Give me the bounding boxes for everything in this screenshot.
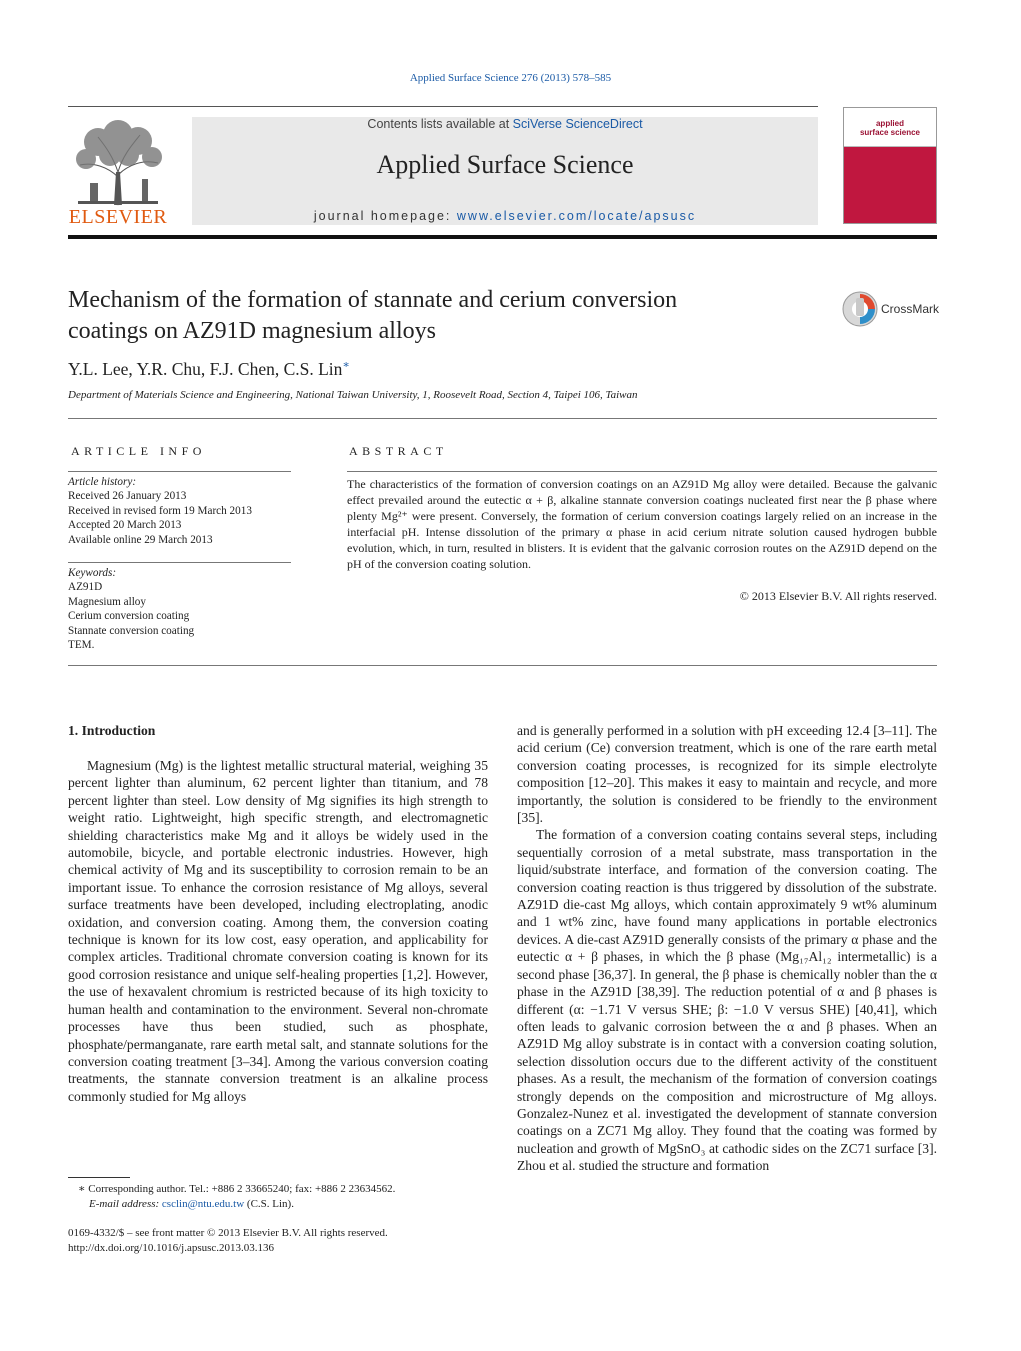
corresponding-author-mark[interactable]: ∗ (342, 359, 350, 371)
contents-prefix: Contents lists available at (367, 117, 513, 131)
keywords (68, 566, 291, 652)
authors-text: Y.L. Lee, Y.R. Chu, F.J. Chen, C.S. Lin (68, 358, 343, 379)
keyword-item: Magnesium alloy (68, 595, 146, 608)
left-column (68, 757, 488, 1105)
article-history (68, 475, 291, 547)
footnote-rule (68, 1177, 130, 1178)
abstract-copyright: © 2013 Elsevier B.V. All rights reserved. (739, 589, 937, 603)
issn-line: 0169-4332/$ – see front matter © 2013 Elsevier B.V. All rights reserved. (68, 1227, 388, 1239)
keyword-item: AZ91D (68, 581, 103, 594)
cover-title (844, 119, 936, 137)
contents-line (192, 117, 818, 131)
abstract-heading: ABSTRACT (349, 444, 448, 458)
abstract-rule (347, 471, 937, 472)
doi-link[interactable]: http://dx.doi.org/10.1016/j.apsusc.2013.03.136 (68, 1242, 275, 1254)
header-bottom-rule (68, 235, 937, 239)
journal-title: Applied Surface Science (376, 150, 634, 179)
homepage-prefix: journal homepage: (313, 209, 457, 223)
section-heading-introduction: 1. Introduction (68, 723, 156, 738)
keyword-item: TEM. (68, 639, 95, 652)
journal-homepage (192, 209, 818, 223)
history-label: Article history: (68, 476, 137, 488)
history-online: Available online 29 March 2013 (68, 533, 213, 546)
abstract-text: The characteristics of the formation of conversion coatings on an AZ91D Mg alloy were detailed. Because the galvanic effect prevailed around the eutectic α + β, alkaline stannate conversion coatings nucleated first near the β phase where plenty Mg²⁺ were present. Conversely, the formation of cerium conversion coatings largely relied on an increase in the interfacial pH. Intense dissolution of the primary α phase in acid cerium nitrate solution caused hydrogen bubble evolution, which, in turn, resulted in blisters. It is evident that the galvanic corrosion routes on the AZ91D depend on the pH of the conversion coating solution. (347, 477, 937, 571)
keyword-item: Cerium conversion coating (68, 610, 190, 623)
affiliation: Department of Materials Science and Engineering, National Taiwan University, 1, Roosevelt Road, Section 4, Taipei 106, Taiwan (68, 389, 638, 401)
email-suffix: (C.S. Lin). (244, 1198, 294, 1210)
article-info-heading: ARTICLE INFO (71, 444, 206, 458)
intro-paragraph-2: and is generally performed in a solution with pH exceeding 12.4 [3–11]. The acid cerium (Ce) conversion treatment, which is one of the rare earth metal conversion coating processes, is recognized for its simple electrolyte composition [12–20]. This makes it easy to maintain and recycle, and more importantly, the solution is considered to be friendly to the environment [35]. (517, 723, 937, 826)
cover-title-line2: surface science (859, 128, 921, 137)
right-column (517, 722, 937, 1175)
keyword-item: Stannate conversion coating (68, 624, 195, 637)
history-received: Received 26 January 2013 (68, 490, 187, 503)
author-list (68, 358, 350, 380)
crossmark-label[interactable]: CrossMark (881, 302, 940, 316)
sciencedirect-link[interactable]: SciVerse ScienceDirect (512, 117, 643, 131)
email-link[interactable]: csclin@ntu.edu.tw (161, 1198, 245, 1210)
email-note (89, 1197, 294, 1212)
article-info-rule (68, 471, 291, 472)
email-label: E-mail address: (89, 1198, 162, 1210)
history-accepted: Accepted 20 March 2013 (68, 519, 182, 532)
intro-paragraph-1: Magnesium (Mg) is the lightest metallic structural material, weighing 35 percent lighter than aluminum, 62 percent lighter than titanium, and 78 percent lighter than steel. Low density of Mg signifies its high strength to weight ratio. Lightweight, high specific strength, and electromagnetic shielding characteristics make Mg and it alloys be widely used in the automobile, bicycle, and portable electronic industries. However, high chemical activity of Mg and its susceptibility to corrosion remain to be an important issue. To enhance the corrosion resistance of Mg alloys, several surface treatments have been developed, including electroplating, anodic oxidation, and conversion coating. Among them, the conversion coating technique is known for its low cost, easy operation, and applicability for complex articles. Traditional chromate conversion coating is known for its good corrosion resistance and unique self-healing properties [1,2]. However, the use of hexavalent chromium is restricted because of its high toxicity to human health and contamination to the environment. Several non-chromate processes have thus been studied, such as phosphate, phosphate/permanganate, rare earth metal salt, and stannate solutions for the conversion coating treatment [3–34]. Among the various conversion coating treatments, the stannate conversion treatment is an alkaline process commonly studied for Mg alloys (68, 758, 488, 1104)
journal-citation[interactable]: Applied Surface Science 276 (2013) 578–585 (409, 72, 612, 84)
journal-cover-thumbnail[interactable] (843, 107, 937, 224)
header-top-rule (68, 106, 818, 107)
affiliation-rule (68, 418, 937, 419)
keywords-label: Keywords: (68, 567, 117, 579)
cover-title-line1: applied (875, 119, 904, 128)
homepage-link[interactable]: www.elsevier.com/locate/apsusc (456, 209, 697, 223)
corresponding-author-note: ∗ Corresponding author. Tel.: +886 2 33665240; fax: +886 2 23634562. (78, 1183, 396, 1195)
front-matter-rule (68, 665, 937, 666)
history-revised: Received in revised form 19 March 2013 (68, 504, 252, 517)
article-title-line2: coatings on AZ91D magnesium alloys (68, 318, 436, 344)
elsevier-wordmark: ELSEVIER (68, 206, 168, 228)
article-title-line1: Mechanism of the formation of stannate and cerium conversion (68, 287, 678, 313)
keywords-rule (68, 562, 291, 563)
article-title (68, 285, 808, 347)
intro-paragraph-3: The formation of a conversion coating contains several steps, including sequentially corrosion of a metal substrate, mass transportation in the liquid/substrate interface, and formation of the conversion coating. The conversion coating reaction is thus triggered by dissolution of the substrate. AZ91D die-cast Mg alloys, which contain approximately 9 wt% aluminum and 1 wt% zinc, have found many applications in portable electronics devices. A die-cast AZ91D generally consists of the primary α phase and the eutectic α + β phases, in which the β phase (Mg₁₇Al₁₂ intermetallic) is a second phase [36,37]. In general, the β phase is chemically nobler than the α phase in the AZ91D [38,39]. The reduction potential of α and β phases is different (α: −1.71 V versus SHE; β: −1.0 V versus SHE) [40,41], which often leads to galvanic corrosion between the α and β phases. When an AZ91D Mg alloy substrate is in contact with a conversion coating solution, selection dissolution occurs due to the different activity of the constituent phases. As a result, the mechanism of the formation of conversion coatings strongly depends on the composition and microstructure of Mg alloys. Gonzalez-Nunez et al. investigated the development of stannate conversion coatings on a ZC71 Mg alloy. They found that the coating was formed by nucleation and growth of MgSnO₃ at cathodic sides on the ZC71 surface [3]. Zhou et al. studied the structure and formation (517, 827, 937, 1174)
